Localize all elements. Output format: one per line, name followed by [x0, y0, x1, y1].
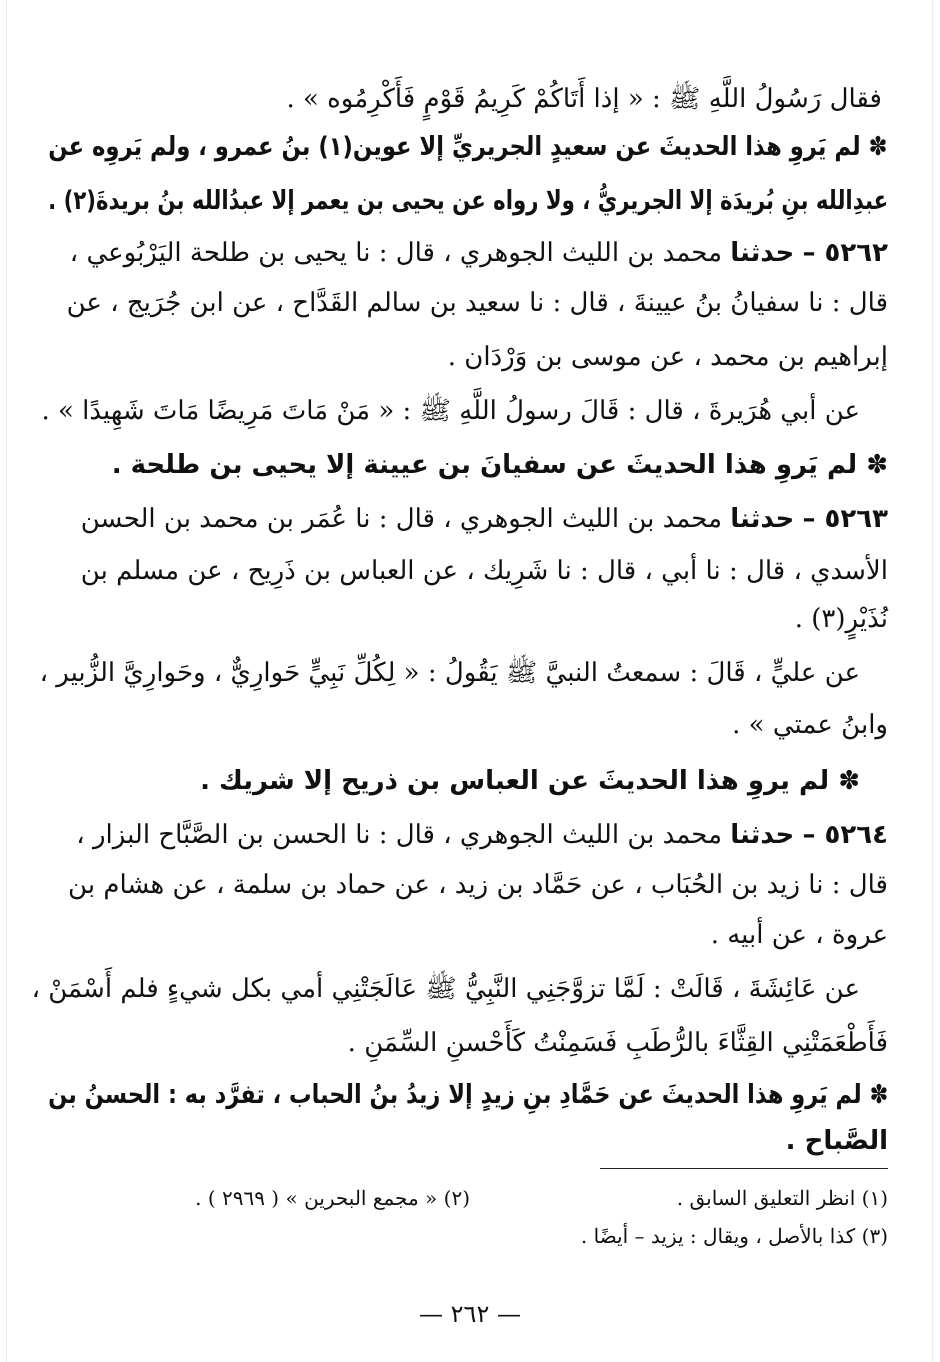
hadith-header-5263 — [81, 502, 888, 536]
hadith-haddathana: حدثنا — [730, 238, 795, 268]
text-line: فقال رَسُولُ اللَّهِ ﷺ : « إذا أَتَاكُمْ كَرِيمُ قَوْمٍ فَأَكْرِمُوه » . — [286, 84, 882, 114]
bold-comment-line: ✽ لم يَروِ هذا الحديثَ عن سفيانَ بن عيينة إلا يحيى بن طلحة . — [111, 450, 888, 480]
text-line: قال : نا زيد بن الحُبَاب ، عن حَمَّاد بن زيد ، عن حماد بن سلمة ، عن هشام بن — [68, 870, 888, 900]
text-line: عروة ، عن أبيه . — [710, 920, 888, 950]
hadith-header-5264 — [76, 818, 888, 852]
matn-line: عن عليٍّ ، قَالَ : سمعتُ النبيَّ ﷺ يَقُولُ : « لِكُلِّ نَبِيٍّ حَوارِيٌّ ، وحَوارِيَّ الزُّبير ، — [39, 658, 860, 688]
footnote-3: (٣) كذا بالأصل ، ويقال : يزيد – أيضًا . — [580, 1224, 888, 1248]
bold-comment-line: ✽ لم يروِ هذا الحديثَ عن العباس بن ذريح إلا شريك . — [200, 766, 860, 796]
page-edge-right — [932, 0, 933, 1362]
text-line: قال : نا سفيانُ بنُ عيينةَ ، قال : نا سعيد بن سالم القَدَّاح ، عن ابن جُرَيج ، عن — [66, 288, 888, 318]
hadith-number: ٥٢٦٤ – — [802, 820, 888, 850]
isnad-text: محمد بن الليث الجوهري ، قال : نا الحسن بن الصَّبَّاح البزار ، — [76, 820, 723, 850]
text-line: إبراهيم بن محمد ، عن موسى بن وَرْدَان . — [447, 342, 888, 372]
text-line: نُذَيْرٍ(٣) . — [794, 604, 888, 634]
footnote-rule — [600, 1168, 888, 1169]
hadith-header-5262 — [70, 236, 888, 270]
text-line: وابنُ عمتي » . — [732, 710, 888, 740]
matn-line: عن عَائِشَةَ ، قَالَتْ : لَمَّا تزوَّجَنِي النَّبِيُّ ﷺ عَالَجَتْنِي أمي بكل شيءٍ فلم أَسْمَنْ ، — [31, 974, 860, 1004]
page-edge-left — [6, 0, 7, 1362]
hadith-number: ٥٢٦٢ – — [802, 238, 888, 268]
bold-comment-line: عبدِالله بنِ بُريدَة إلا الجريريُّ ، ولا رواه عن يحيى بن يعمر إلا عبدُالله بنُ بريدةَ(٢) . — [47, 186, 889, 216]
bold-comment-line: ✽ لم يَروِ هذا الحديثَ عن سعيدٍ الجريريِّ إلا عوين(١) بنُ عمرو ، ولم يَروِه عن — [48, 132, 888, 162]
isnad-text: محمد بن الليث الجوهري ، قال : نا عُمَر بن محمد بن الحسن — [80, 504, 723, 534]
text-line: الأسدي ، قال : نا أبي ، قال : نا شَرِيك ، عن العباس بن ذَرِيح ، عن مسلم بن — [80, 556, 888, 586]
hadith-haddathana: حدثنا — [730, 504, 795, 534]
hadith-haddathana: حدثنا — [730, 820, 795, 850]
footnote-2: (٢) « مجمع البحرين » ( ٢٩٦٩ ) . — [195, 1186, 470, 1210]
hadith-number: ٥٢٦٣ – — [802, 504, 888, 534]
isnad-text: محمد بن الليث الجوهري ، قال : نا يحيى بن طلحة اليَرْبُوعي ، — [69, 238, 723, 268]
footnote-1: (١) انظر التعليق السابق . — [676, 1186, 888, 1210]
bold-comment-line: ✽ لم يَروِ هذا الحديثَ عن حَمَّادِ بنِ زيدٍ إلا زيدُ بنُ الحباب ، تفرَّد به : الحسنُ بن — [47, 1080, 888, 1110]
matn-line: عن أبي هُرَيرةَ ، قال : قَالَ رسولُ اللَّهِ ﷺ : « مَنْ مَاتَ مَرِيضًا مَاتَ شَهِيدًا » . — [41, 396, 860, 426]
text-line: فَأَطْعَمَتْنِي القِثَّاءَ بالرُّطَبِ فَسَمِنْتُ كَأَحْسنِ السِّمَنِ . — [347, 1028, 888, 1058]
page-number: — ٢٦٢ — — [419, 1300, 521, 1328]
bold-comment-line: الصَّباح . — [785, 1126, 888, 1156]
